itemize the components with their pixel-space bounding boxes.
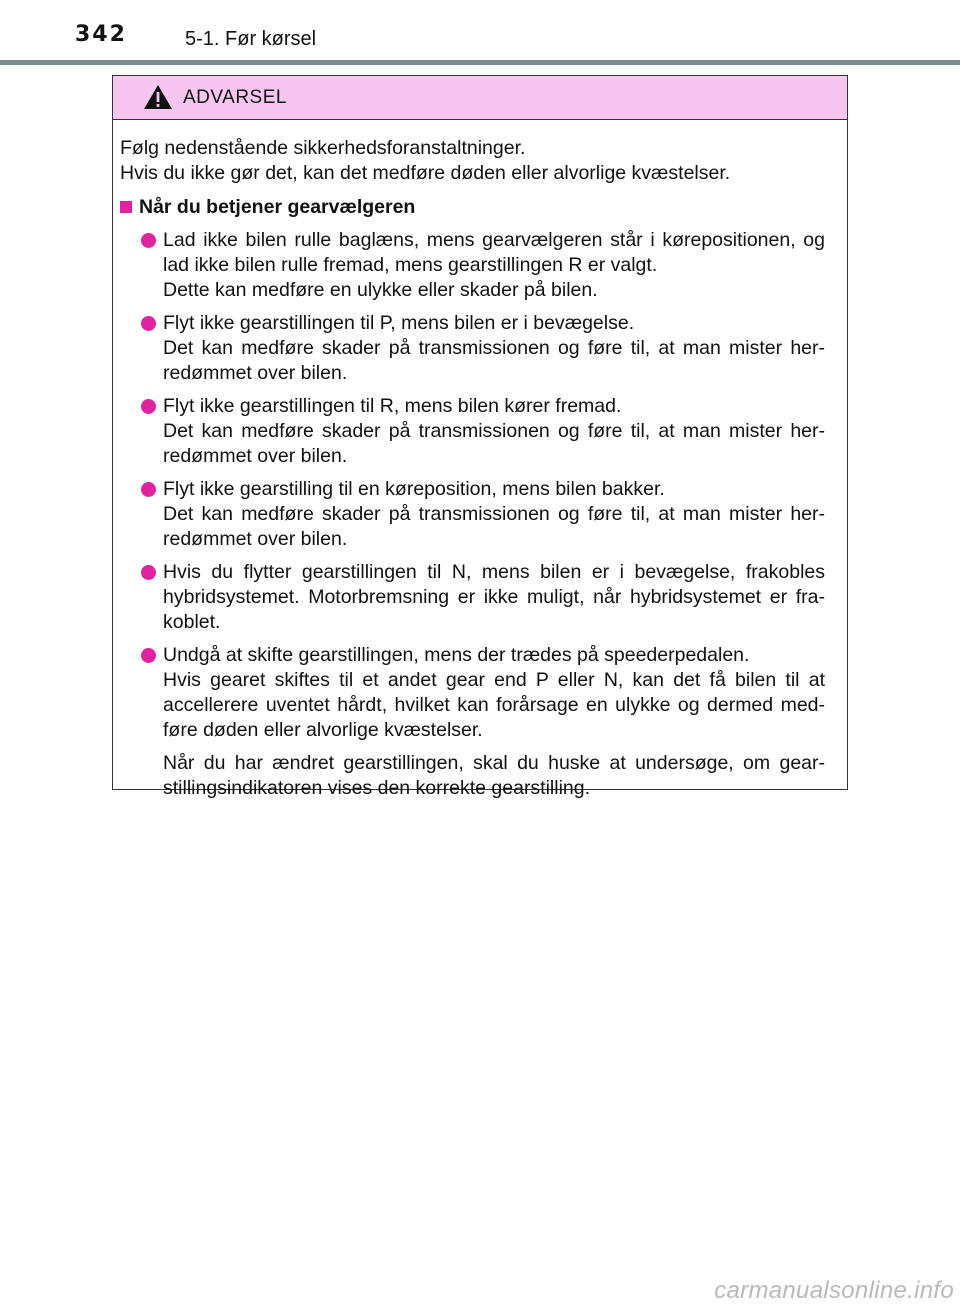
- list-item: [120, 560, 825, 635]
- item-line: Flyt ikke gearstilling til en køreposition, mens bilen bakker.: [163, 478, 665, 500]
- item-line: Flyt ikke gearstillingen til P, mens bilen er i bevægelse.: [163, 312, 635, 334]
- page-number: 342: [75, 22, 127, 47]
- item-line: Dette kan medføre en ulykke eller skader på bilen.: [163, 279, 598, 301]
- warning-triangle-icon: [143, 84, 173, 110]
- item-line: Hvis du flytter gearstillingen til N, mens bilen er i bevægelse, frakobles hybridsystemet. Motorbremsning er ikke muligt, når hybridsystemet er fra-koblet.: [163, 561, 825, 633]
- warning-body: [113, 120, 847, 801]
- list-item: [120, 643, 825, 743]
- circle-bullet-icon: [141, 565, 156, 580]
- item-line: Det kan medføre skader på transmissionen og føre til, at man mister her-redømmet over bilen.: [163, 337, 825, 384]
- watermark: carmanualsonline.info: [714, 1277, 954, 1304]
- section-title: 5-1. Før kørsel: [185, 28, 317, 50]
- item-line: Det kan medføre skader på transmissionen og føre til, at man mister her-redømmet over bilen.: [163, 503, 825, 550]
- header-rule: [0, 60, 960, 65]
- list-item: [120, 394, 825, 469]
- list-item: [120, 477, 825, 552]
- circle-bullet-icon: [141, 482, 156, 497]
- warning-box: [112, 75, 848, 799]
- circle-bullet-icon: [141, 233, 156, 248]
- square-bullet-icon: [120, 201, 132, 213]
- item-line: Undgå at skifte gearstillingen, mens der trædes på speederpedalen.: [163, 644, 750, 666]
- warning-header: [113, 76, 847, 120]
- item-line: Det kan medføre skader på transmissionen og føre til, at man mister her-redømmet over bilen.: [163, 420, 825, 467]
- list-item: [120, 311, 825, 386]
- intro-line: Hvis du ikke gør det, kan det medføre døden eller alvorlige kvæstelser.: [120, 162, 731, 184]
- closing-note: Når du har ændret gearstillingen, skal du huske at undersøge, om gear-stillingsindikatoren vises den korrekte gearstilling.: [163, 752, 825, 799]
- list-item: [120, 228, 825, 303]
- warning-intro: [120, 136, 825, 186]
- intro-line: Følg nedenstående sikkerhedsforanstaltninger.: [120, 137, 526, 159]
- circle-bullet-icon: [141, 316, 156, 331]
- warning-title: ADVARSEL: [183, 86, 287, 108]
- circle-bullet-icon: [141, 648, 156, 663]
- subheading-text: Når du betjener gearvælgeren: [139, 196, 416, 218]
- subheading: [120, 195, 825, 220]
- item-line: Lad ikke bilen rulle baglæns, mens gearvælgeren står i kørepositionen, og lad ikke bilen rulle fremad, mens gearstillingen R er valgt.: [163, 229, 825, 276]
- item-line: Hvis gearet skiftes til et andet gear end P eller N, kan det få bilen til at accellerere uventet hårdt, hvilket kan forårsage en ulykke og dermed med-føre døden eller alvorlige kvæstelser.: [163, 669, 825, 741]
- circle-bullet-icon: [141, 399, 156, 414]
- item-line: Flyt ikke gearstillingen til R, mens bilen kører fremad.: [163, 395, 622, 417]
